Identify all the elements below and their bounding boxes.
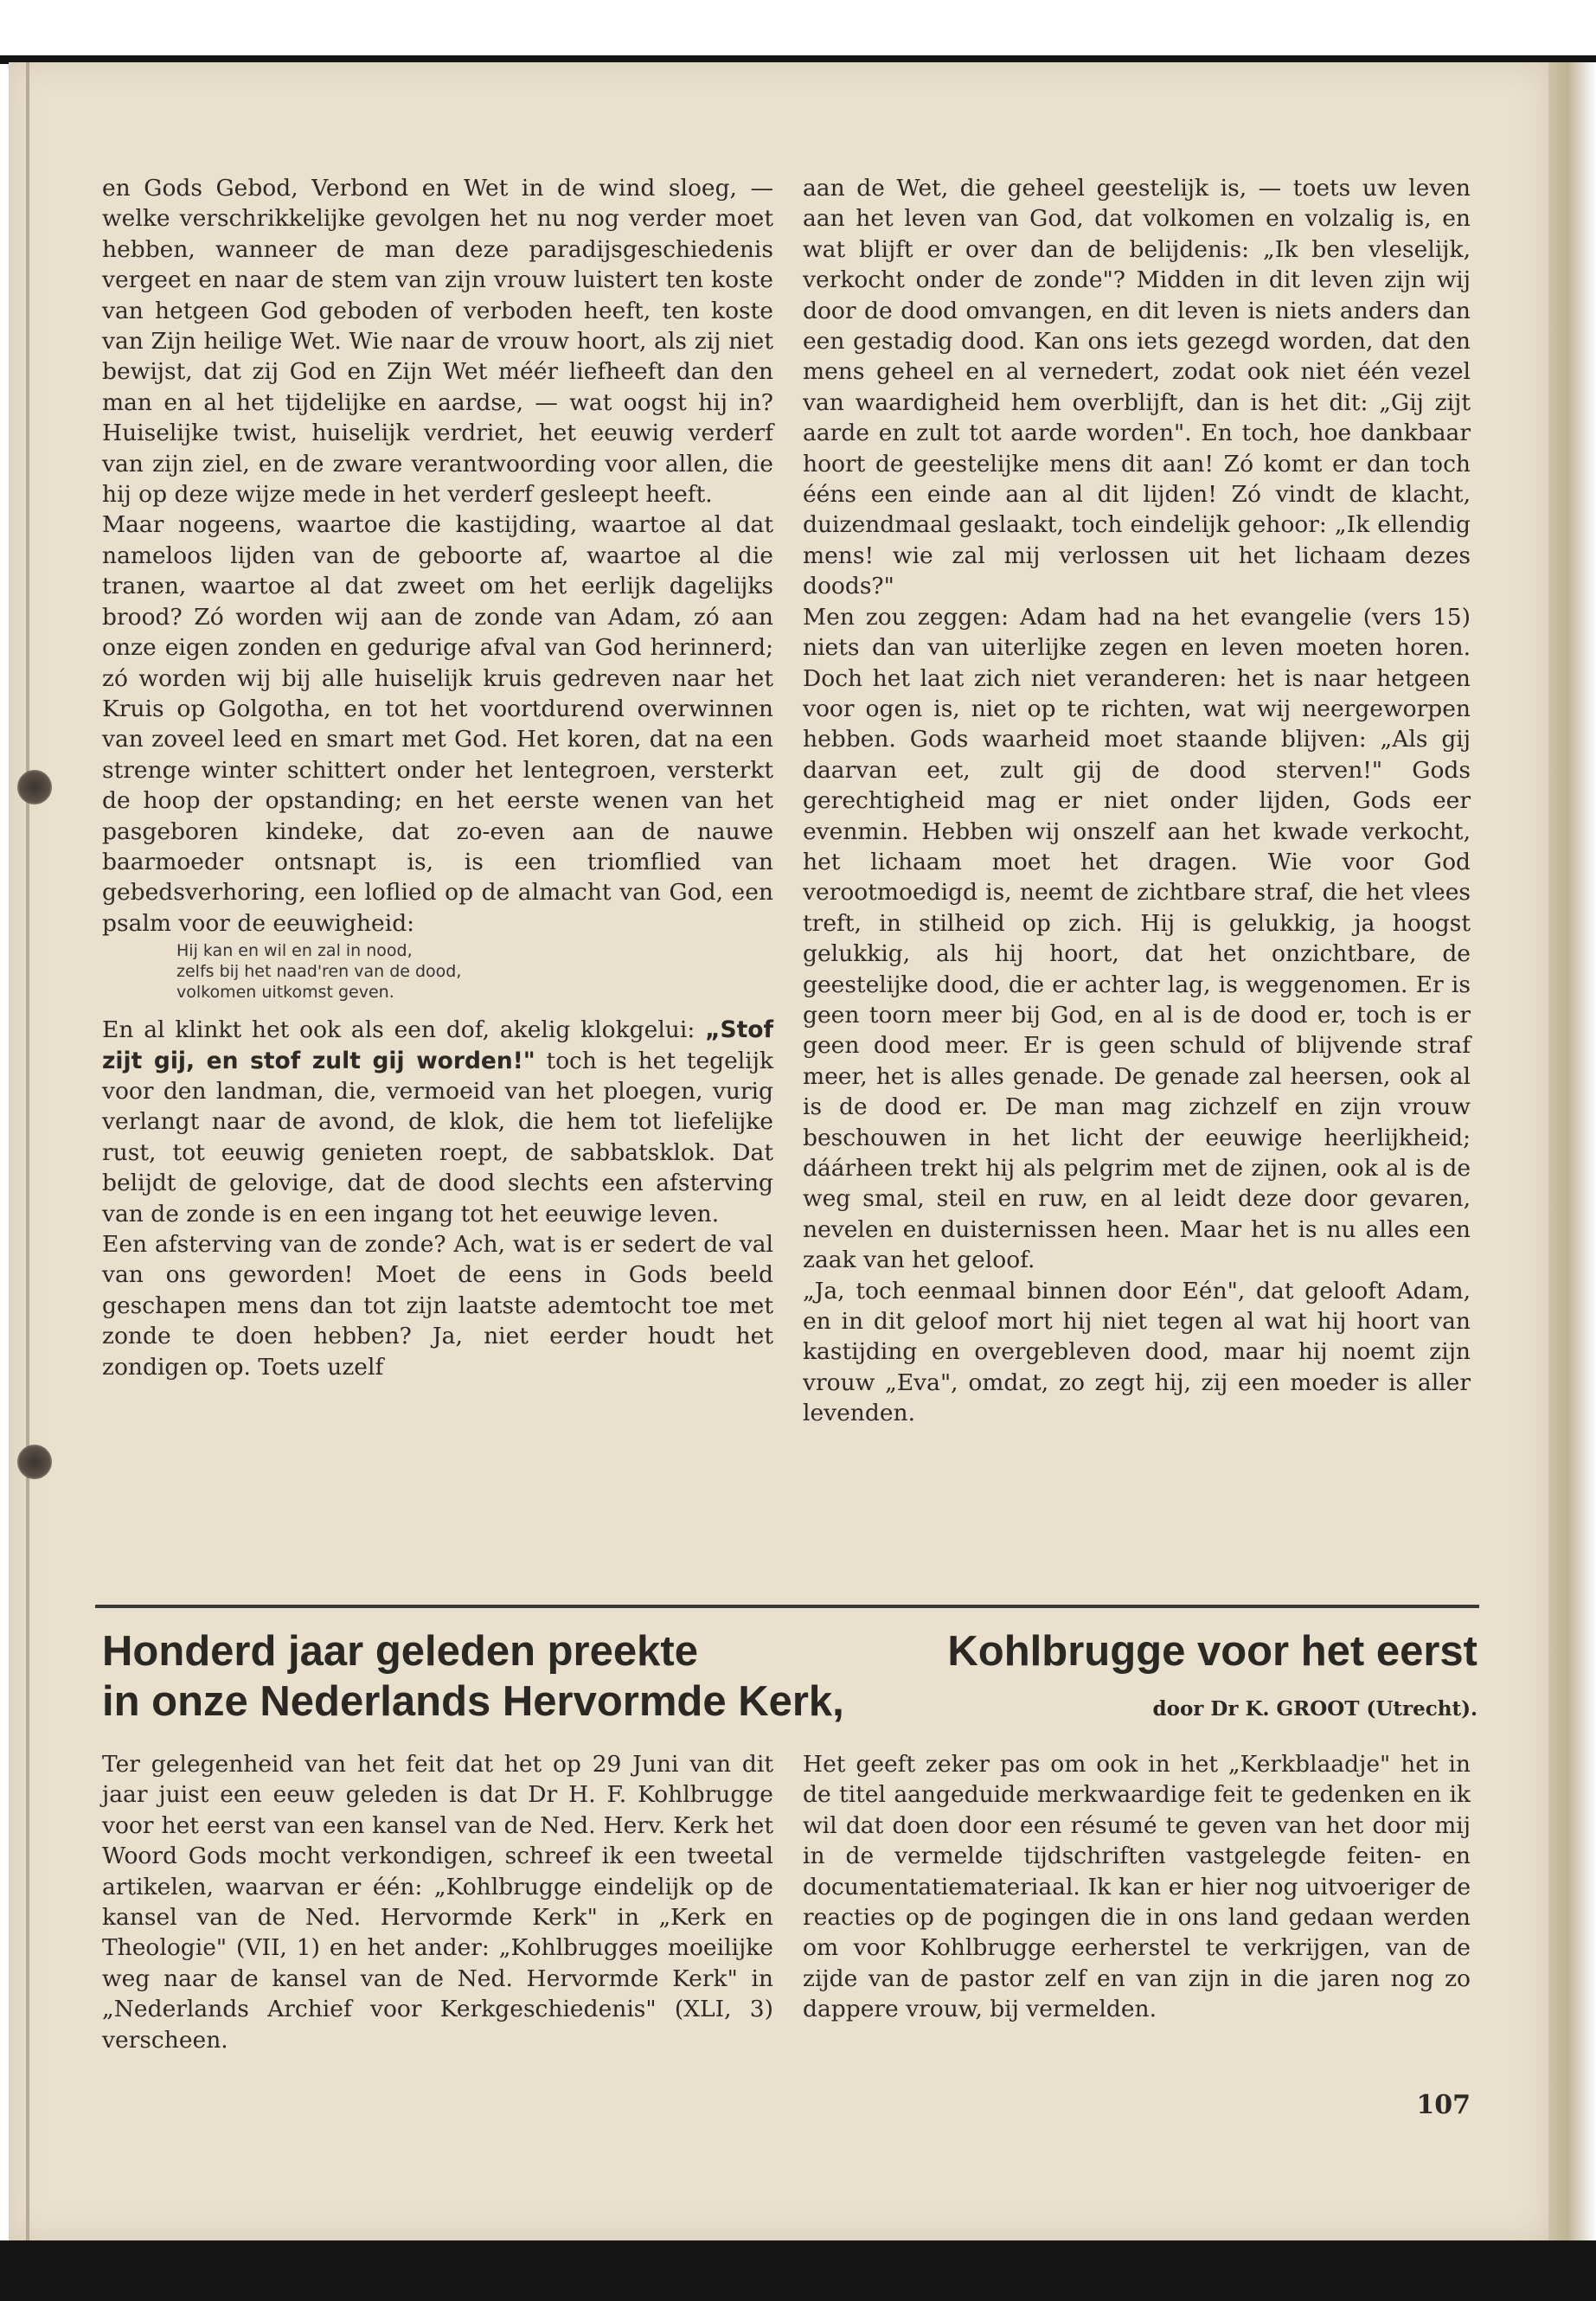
scan-bottom-border — [0, 2240, 1596, 2301]
paragraph: Men zou zeggen: Adam had na het evangelie (vers 15) niets dan van uiterlijke zegen en leven moeten horen. Doch het laat zich niet veranderen: het is naar hetgeen voor ogen is, niet op te richten, wat wij neergeworpen hebben. Gods waarheid moet staande blijven: „Als gij daarvan eet, zult gij de dood sterven!" Gods gerechtigheid mag er niet onder lijden, Gods eer evenmin. Hebben wij onszelf aan het kwade verkocht, het lichaam moet het dragen. Wie voor God verootmoedigd is, neemt de zichtbare straf, die het vlees treft, in stilheid op zich. Hij is gelukkig, ja hoogst gelukkig, als hij hoort, dat het onzichtbare, de geestelijke dood, die er achter lag, is weggenomen. Er is geen toorn meer bij God, en al is de dood er, toch is er geen dood meer. Er is geen schuld of blijvende straf meer, het is alles genade. De genade zal heersen, ook al is de dood er. De man mag zichzelf en zijn vrouw beschouwen in het licht der eeuwige heerlijkheid; dáárheen trekt hij als pelgrim met de zijnen, ook al is de weg smal, steil en ruw, en al leidt deze door gevaren, nevelen en duisternissen heen. Maar het is nu alles een zaak van het geloof. — [803, 603, 1471, 1274]
paragraph-text: En al klinkt het ook als een dof, akelig klokgelui: — [102, 1016, 706, 1044]
bold-quote: „Stof zijt gij, en stof zult gij worden!" — [102, 1016, 773, 1074]
headline-part: Honderd jaar geleden preekte — [102, 1628, 698, 1675]
paragraph: „Ja, toch eenmaal binnen door Eén", dat gelooft Adam, en in dit geloof mort hij niet tegen al wat hij hoort van kastijding en overgebleven dood, maar hij noemt zijn vrouw „Eva", omdat, zo zegt hij, zij een moeder is aller levenden. — [803, 1277, 1471, 1427]
verse-line: volkomen uitkomst geven. — [176, 983, 394, 1003]
new-article-left-column — [102, 1749, 773, 2055]
page-right-edge — [1548, 62, 1596, 2240]
paragraph — [102, 1015, 773, 1229]
left-column-continued — [102, 173, 773, 1382]
paragraph-text: toch is het tegelijk voor den landman, die, vermoeid van het ploegen, vurig verlangt naar de avond, de klok, die hem tot liefelijke rust, tot eeuwig genieten roept, de sabbatsklok. Dat belijdt de gelovige, dat de dood slechts een afsterving van de zonde is en een ingang tot het eeuwige leven. — [102, 1047, 773, 1227]
verse-line: zelfs bij het naad'ren van de dood, — [176, 962, 462, 982]
verse-line: Hij kan en wil en zal in nood, — [176, 941, 413, 961]
paragraph: Maar nogeens, waartoe die kastijding, waartoe al dat nameloos lijden van de geboorte af, waartoe al die tranen, waartoe al dat zweet om het eerlijk dagelijks brood? Zó worden wij aan de zonde van Adam, zó aan onze eigen zonden en gedurige afval van God herinnerd; zó worden wij bij alle huiselijk kruis gedreven naar het Kruis op Golgotha, en tot het voortdurend overwinnen van zoveel leed en smart met God. Het koren, dat na een strenge winter schittert onder het lentegroen, versterkt de hoop der opstanding; en het eerste wenen van het pasgeboren kindeke, dat zo-even aan de nauwe baarmoeder ontsnapt is, is een triomflied van gebedsverhoring, een loflied op de almacht van God, een psalm voor de eeuwigheid: — [102, 511, 773, 937]
paragraph: Ter gelegenheid van het feit dat het op 29 Juni van dit jaar juist een eeuw geleden is dat Dr H. F. Kohlbrugge voor het eerst van een kansel van de Ned. Herv. Kerk het Woord Gods mocht verkondigen, schreef ik een tweetal artikelen, waarvan er één: „Kohlbrugge eindelijk op de kansel van de Ned. Hervormde Kerk" in „Kerk en Theologie" (VII, 1) en het ander: „Kohlbrugges moeilijke weg naar de kansel van de Ned. Hervormde Kerk" in „Nederlands Archief voor Kerkgeschiedenis" (XLI, 3) verscheen. — [102, 1751, 773, 2054]
page-number: 107 — [1416, 2090, 1471, 2120]
binding-spine — [26, 62, 29, 2240]
headline-part: in onze Nederlands Hervormde Kerk, — [102, 1678, 844, 1725]
paragraph: en Gods Gebod, Verbond en Wet in de wind sloeg, — welke verschrikkelijke gevolgen het nu nog verder moet hebben, wanneer de man deze paradijsgeschiedenis vergeet en naar de stem van zijn vrouw luistert ten koste van hetgeen God geboden of verboden heeft, ten koste van Zijn heilige Wet. Wie naar de vrouw hoort, als zij niet bewijst, dat zij God en Zijn Wet méér liefheeft dan den man en al het tijdelijke en aardse, — wat oogst hij in? Huiselijke twist, huiselijk verdriet, het eeuwig verderf van zijn ziel, en de zware verantwoording voor allen, die hij op deze wijze mede in het verderf gesleept heeft. — [102, 175, 773, 509]
section-divider — [95, 1605, 1479, 1608]
binding-hole-mark — [17, 770, 52, 804]
article-headline — [102, 1626, 1477, 1734]
headline-line-1 — [102, 1626, 1477, 1676]
headline-part: Kohlbrugge voor het eerst — [947, 1628, 1477, 1675]
scan-top-border — [0, 0, 1596, 59]
new-article-right-column — [803, 1749, 1471, 2025]
right-column-continued — [803, 173, 1471, 1429]
binding-hole-mark — [17, 1445, 52, 1479]
paragraph: Het geeft zeker pas om ook in het „Kerkblaadje" het in de titel aangeduide merkwaardige feit te gedenken en ik wil dat doen door een résumé te geven van het door mij in de vermelde tijdschriften vastgelegde feiten- en documentatiemateriaal. Ik kan er hier nog uitvoeriger de reacties op de pogingen die in ons land gedaan werden om voor Kohlbrugge eerherstel te verkrijgen, van de zijde van de pastor zelf en van zijn in die jaren nog zo dappere vrouw, bij vermelden. — [803, 1751, 1471, 2023]
headline-line-2 — [102, 1676, 1477, 1734]
paragraph: Een afsterving van de zonde? Ach, wat is er sedert de val van ons geworden! Moet de eens in Gods beeld geschapen mens dan tot zijn laatste ademtocht toe met zonde te doen hebben? Ja, niet eerder houdt het zondigen op. Toets uzelf — [102, 1231, 773, 1381]
verse-quote — [176, 940, 773, 1003]
paragraph: aan de Wet, die geheel geestelijk is, — toets uw leven aan het leven van God, dat volkomen en volzalig is, en wat blijft er over dan de belijdenis: „Ik ben vleselijk, verkocht onder de zonde"? Midden in dit leven zijn wij door de dood omvangen, en dit leven is niets anders dan een gestadig dood. Kan ons iets gezegd worden, dat den mens geheel en al vernedert, zodat ook niet één vezel van waardigheid hem overblijft, dan is het dit: „Gij zijt aarde en zult tot aarde worden". En toch, hoe dankbaar hoort de geestelijke mens dit aan! Zó komt er dan toch ééns een einde aan al dit lijden! Zó vindt de klacht, duizendmaal geslaakt, toch eindelijk gehoor: „Ik ellendig mens! wie zal mij verlossen uit het lichaam dezes doods?" — [803, 175, 1471, 600]
byline: door Dr K. GROOT (Utrecht). — [1152, 1697, 1477, 1721]
